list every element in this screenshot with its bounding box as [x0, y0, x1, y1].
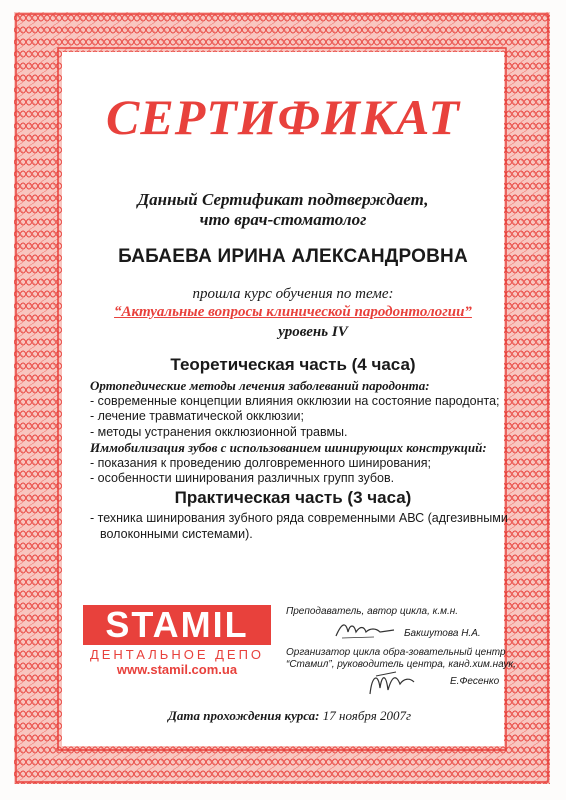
list-item: - показания к проведению долговременного шинирования;: [90, 455, 431, 470]
logo-brand: STAMIL: [83, 605, 271, 645]
course-level: уровень IV: [278, 324, 348, 340]
organizer-line-1: Организатор цикла обра-зовательный центр: [286, 647, 506, 658]
teacher-role: Преподаватель, автор цикла, к.м.н.: [286, 606, 459, 617]
course-intro: прошла курс обучения по теме:: [192, 286, 394, 302]
logo-url: www.stamil.com.ua: [116, 662, 238, 677]
teacher-signature: [334, 620, 398, 642]
course-title: “Актуальные вопросы клинической пародонтологии”: [114, 304, 472, 320]
logo-tagline: ДЕНТАЛЬНОЕ ДЕПО: [89, 647, 265, 662]
teacher-name: Бакшутова Н.А.: [404, 628, 481, 639]
practice-line-2: волоконными системами).: [100, 526, 253, 541]
list-item: - особенности шинирования различных групп зубов.: [90, 471, 395, 485]
practice-section: [90, 511, 510, 542]
stamil-logo: [83, 605, 271, 677]
date-value: 17 ноября 2007г: [322, 708, 412, 723]
practice-line-1: - техника шинирования зубного ряда современными АВС (адгезивными: [90, 511, 508, 525]
theory-subheading-2: Иммобилизация зубов с использованием шинирующих конструкций:: [90, 440, 487, 455]
recipient-name: БАБАЕВА ИРИНА АЛЕКСАНДРОВНА: [118, 246, 468, 267]
confirm-text: [0, 190, 566, 230]
organizer-line-2: “Стамил”, руководитель центра, канд.хим.наук,: [286, 659, 516, 670]
course-date: [168, 708, 411, 724]
confirm-line-1: Данный Сертификат подтверждает,: [137, 190, 429, 209]
date-label: Дата прохождения курса:: [168, 708, 320, 723]
organizer-signature: [366, 668, 418, 700]
theory-section: [90, 378, 510, 487]
theory-heading: Теоретическая часть (4 часа): [170, 355, 416, 374]
list-item: - методы устранения окклюзионной травмы.: [90, 424, 348, 439]
confirm-line-2: что врач-стоматолог: [199, 210, 367, 229]
certificate-title: СЕРТИФИКАТ: [106, 89, 460, 145]
theory-subheading-1: Ортопедические методы лечения заболеваний пародонта:: [90, 378, 430, 393]
practice-heading: Практическая часть (3 часа): [174, 488, 412, 507]
organizer-name: Е.Фесенко: [450, 676, 500, 687]
list-item: - лечение травматической окклюзии;: [90, 409, 304, 423]
list-item: - современные концепции влияния окклюзии на состояние пародонта;: [90, 393, 500, 408]
